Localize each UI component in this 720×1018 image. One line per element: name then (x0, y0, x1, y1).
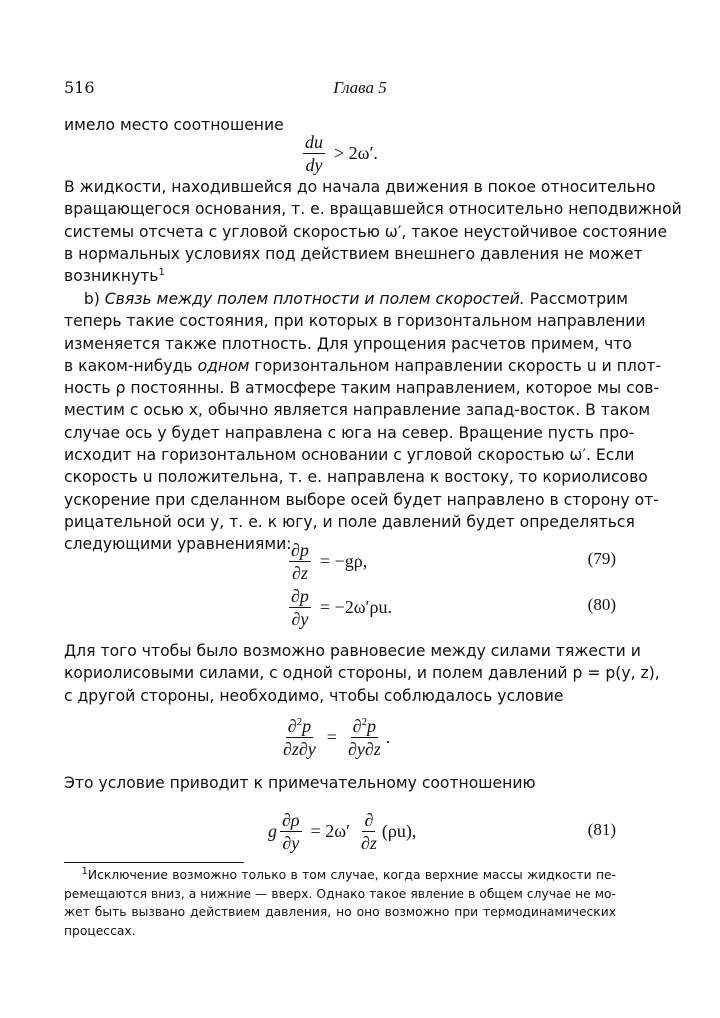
text-line: исходит на горизонтальном основании с угловой скоростью ω′. Если (64, 446, 635, 465)
emphasis: одном (197, 356, 250, 375)
footnote-mark: 1 (81, 865, 88, 877)
period: . (385, 727, 391, 747)
page-number: 516 (64, 78, 95, 97)
section-heading: Связь между полем плотности и полем скоростей. (104, 290, 525, 308)
partial-symbol: ∂ (287, 716, 297, 736)
equation-condition (278, 716, 390, 759)
text-fragment: Рассмотрим (529, 290, 629, 308)
equation-rhs: = −gρ, (319, 551, 368, 571)
paragraph-4 (64, 772, 616, 794)
equation-79 (286, 540, 373, 583)
text-line (64, 265, 616, 287)
partial-symbol: ∂ (352, 716, 362, 736)
denominator: ∂y (291, 609, 309, 629)
fraction (280, 810, 302, 853)
section-label: b) (83, 290, 100, 308)
equation-number-81: (81) (587, 820, 616, 839)
text-fragment: Исключение возможно только в том случае, когда верхние массы жидкости пе- (87, 868, 616, 882)
text-line: вращающегося основания, т. е. вращавшейся относительно неподвижной (64, 200, 682, 219)
fraction (281, 716, 318, 759)
paragraph-3 (64, 640, 660, 707)
text-fragment: возникнуть (64, 267, 159, 286)
fraction (303, 132, 325, 175)
numerator: du (305, 132, 323, 152)
equation-80 (286, 586, 398, 629)
text-line: случае ось y будет направлена с юга на север. Вращение пусть про- (64, 423, 635, 442)
text-line: Для того чтобы было возможно равновесие между силами тяжести и (64, 642, 641, 660)
fraction (359, 810, 379, 853)
denominator: ∂y∂z (347, 739, 381, 759)
footnote (64, 866, 616, 940)
text-line: жет быть вызвано действием давления, но оно возможно при термодинамических (64, 905, 616, 919)
equals-sign: = (326, 727, 337, 747)
numerator: ∂ρ (282, 810, 300, 830)
text-line: системы отсчета с угловой скоростью ω′, такое неустойчивое состояние (64, 222, 668, 241)
paragraph-1 (64, 176, 682, 287)
text-line: теперь такие состояния, при которых в горизонтальном направлении (64, 312, 646, 331)
numerator: ∂$^2$p (287, 716, 312, 736)
paragraph-2 (64, 288, 662, 556)
text-line: в нормальных условиях под действием внешнего давления не может (64, 244, 643, 263)
fraction (346, 716, 383, 759)
equation-rhs: = −2ω′ρu. (319, 597, 392, 617)
text-line: с другой стороны, необходимо, чтобы соблюдалось условие (64, 686, 564, 705)
numerator: ∂$^2$p (352, 716, 377, 736)
text-line: кориолисовыми силами, с одной стороны, и полем давлений p = p(y, z), (64, 664, 660, 683)
fraction (289, 540, 311, 583)
equation-intro (300, 132, 384, 175)
equation-middle: = 2ω′ (310, 821, 350, 841)
denominator: ∂z (360, 833, 377, 853)
text-line (64, 288, 629, 310)
text-line: ремещаются вниз, а нижние — вверх. Однако такое явление в общем случае не мо- (64, 886, 616, 901)
equation-rhs: > 2ω′. (334, 143, 378, 163)
text-line: скорость u положительна, т. е. направлена к востоку, то кориолисово (64, 468, 648, 487)
chapter-title: Глава 5 (333, 78, 387, 97)
text-line: имело место соотношение (64, 116, 284, 134)
text-line (64, 866, 616, 885)
numerator: ∂p (291, 586, 309, 606)
text-fragment: горизонтальном направлении скорость u и плот- (254, 356, 662, 375)
equation-81 (268, 810, 416, 853)
equation-number-79: (79) (587, 549, 616, 568)
text-line: В жидкости, находившейся до начала движения в покое относительно (64, 178, 656, 196)
equation-tail: (ρu), (381, 821, 417, 841)
text-line: ность ρ постоянны. В атмосфере таким направлением, которое мы сов- (64, 379, 660, 398)
fraction (289, 586, 311, 629)
text-line: изменяется также плотность. Для упрощения расчетов примем, что (64, 334, 632, 353)
text-line: процессах. (64, 923, 136, 938)
denominator: dy (305, 155, 323, 175)
text-line: следующими уравнениями: (64, 535, 292, 554)
numerator: ∂ (364, 810, 374, 830)
denominator: ∂z (292, 563, 308, 583)
text-line: ускорение при сделанном выборе осей будет направлено в сторону от- (64, 490, 659, 509)
footnote-mark: 1 (158, 267, 165, 278)
denominator: ∂y (282, 833, 300, 853)
footnote-divider (64, 862, 244, 863)
denominator: ∂z∂y (283, 739, 316, 759)
gravity-symbol: g (268, 821, 277, 841)
numerator: ∂p (291, 540, 309, 560)
text-line (64, 355, 662, 377)
text-line: местим с осью x, обычно является направление запад-восток. В таком (64, 401, 651, 420)
text-line: Это условие приводит к примечательному соотношению (64, 774, 536, 792)
equation-number-80: (80) (587, 595, 616, 614)
text-line: рицательной оси y, т. е. к югу, и поле давлений будет определяться (64, 512, 635, 531)
text-fragment: в каком-нибудь (64, 356, 193, 375)
